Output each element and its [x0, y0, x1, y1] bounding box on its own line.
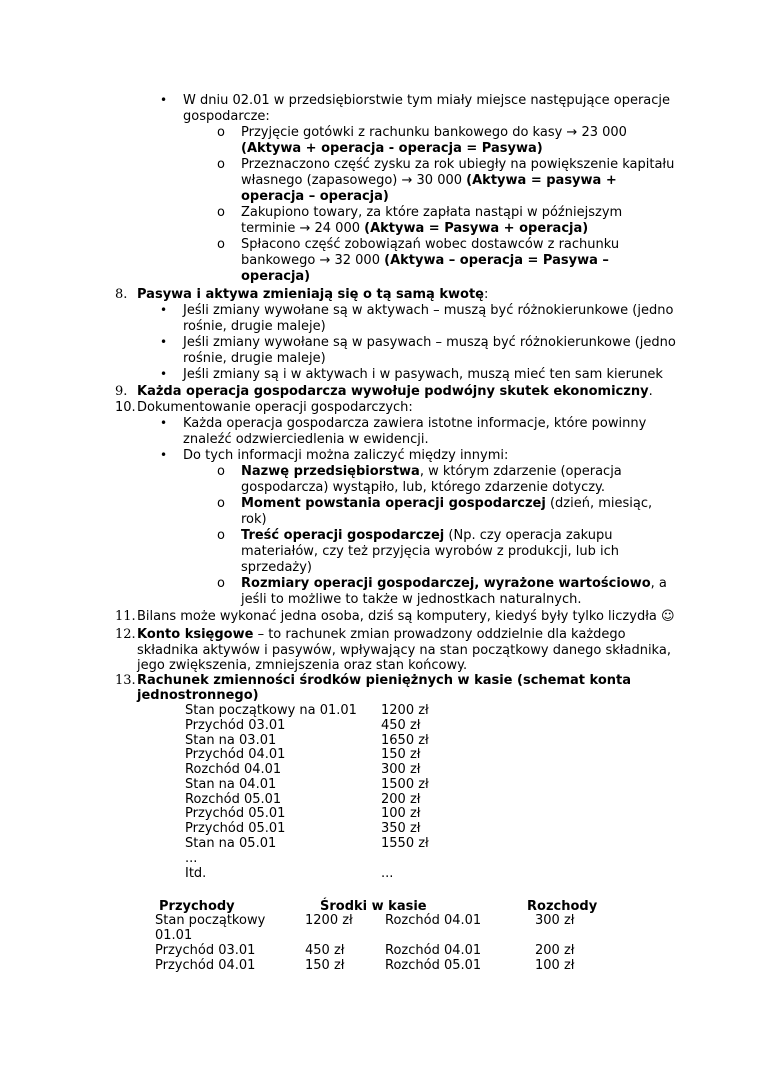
section-12-line-1: Konto księgowe – to rachunek zmian prowadzony oddzielnie dla każdego: [137, 627, 626, 642]
sub-bullet: o: [217, 528, 225, 543]
ledger-label: Rozchód 04.01: [185, 762, 282, 777]
s8-bullet-2-line-2: rośnie, drugie maleje): [183, 351, 326, 366]
s10-sub-3-line-2: materiałów, czy też przyjęcia wyrobów z produkcji, lub ich: [241, 544, 620, 559]
op-4-line-2: bankowego → 32 000 (Aktywa – operacja = Pasywa –: [241, 253, 609, 268]
op-4-line-3: operacja): [241, 269, 311, 284]
s8-bullet-1-line-2: rośnie, drugie maleje): [183, 319, 326, 334]
account-in-value: 150 zł: [305, 958, 345, 973]
bullet: •: [160, 367, 168, 381]
op-1-line-1: Przyjęcie gotówki z rachunku bankowego do kasy → 23 000: [241, 125, 627, 140]
bullet: •: [160, 416, 168, 430]
item-number-11: 11.: [115, 609, 136, 624]
ledger-label: Stan na 04.01: [185, 777, 277, 792]
sub-bullet: o: [217, 576, 225, 591]
item-number-13: 13.: [115, 673, 136, 688]
account-in-label: Stan początkowy: [155, 913, 266, 928]
account-out-value: 300 zł: [535, 913, 575, 928]
smiley-icon: ☺: [661, 609, 675, 624]
ledger-label: Rozchód 05.01: [185, 792, 282, 807]
ledger-value: 200 zł: [381, 792, 421, 807]
section-10-heading: Dokumentowanie operacji gospodarczych:: [137, 400, 413, 415]
sub-bullet: o: [217, 237, 225, 252]
item-number-8: 8.: [115, 287, 128, 302]
bullet: •: [160, 303, 168, 317]
account-in-label: Przychód 04.01: [155, 958, 256, 973]
op-3-line-1: Zakupiono towary, za które zapłata nastąpi w późniejszym: [241, 205, 623, 220]
ledger-value: 300 zł: [381, 762, 421, 777]
ledger-label: Przychód 05.01: [185, 821, 286, 836]
bullet: •: [160, 335, 168, 349]
section-8-heading: Pasywa i aktywa zmieniają się o tą samą kwotę:: [137, 287, 489, 302]
section-11-text: Bilans może wykonać jedna osoba, dziś są komputery, kiedyś były tylko liczydła ☺: [137, 609, 675, 624]
ledger-label: Itd.: [185, 866, 207, 881]
account-in-label-cont: 01.01: [155, 928, 193, 943]
s10-sub-1-line-2: gospodarcza) wystąpiło, lub, którego zdarzenie dotyczy.: [241, 480, 606, 495]
s8-bullet-1-line-1: Jeśli zmiany wywołane są w aktywach – muszą być różnokierunkowe (jedno: [183, 303, 674, 318]
ledger-value: 150 zł: [381, 747, 421, 762]
sub-bullet: o: [217, 496, 225, 511]
section-13-line-1: Rachunek zmienności środków pieniężnych w kasie (schemat konta: [137, 673, 632, 688]
item-number-12: 12.: [115, 627, 136, 642]
arrow-icon: →: [319, 253, 331, 268]
s10-sub-2-line-2: rok): [241, 512, 267, 527]
ledger-value: 450 zł: [381, 718, 421, 733]
bullet: •: [160, 93, 168, 107]
op-2-line-1: Przeznaczono część zysku za rok ubiegły na powiększenie kapitału: [241, 157, 675, 172]
ledger-label: Stan na 05.01: [185, 836, 277, 851]
account-out-value: 200 zł: [535, 943, 575, 958]
s8-bullet-3-line-1: Jeśli zmiany są i w aktywach i w pasywach, muszą mieć ten sam kierunek: [183, 367, 663, 382]
ledger-value: 350 zł: [381, 821, 421, 836]
ledger-label: ...: [185, 851, 198, 866]
header-srodki: Środki w kasie: [320, 899, 427, 914]
ledger-label: Przychód 05.01: [185, 806, 286, 821]
op-2-line-3: operacja – operacja): [241, 189, 389, 204]
section-12-line-3: jego zwiększenia, zmniejszenia oraz stan końcowy.: [137, 658, 468, 673]
section-9-heading: Każda operacja gospodarcza wywołuje podwójny skutek ekonomiczny.: [137, 384, 653, 399]
s8-bullet-2-line-1: Jeśli zmiany wywołane są w pasywach – muszą być różnokierunkowe (jedno: [183, 335, 676, 350]
account-out-label: Rozchód 04.01: [385, 943, 482, 958]
op-4-line-1: Spłacono część zobowiązań wobec dostawców z rachunku: [241, 237, 620, 252]
op-1-line-2: (Aktywa + operacja - operacja = Pasywa): [241, 141, 543, 156]
s10-sub-1-line-1: Nazwę przedsiębiorstwa, w którym zdarzenie (operacja: [241, 464, 622, 479]
ledger-label: Przychód 03.01: [185, 718, 286, 733]
section-12-line-2: składnika aktywów i pasywów, wpływający na stan początkowy danego składnika,: [137, 643, 671, 658]
op-2-line-2: własnego (zapasowego) → 30 000 (Aktywa = pasywa +: [241, 173, 617, 188]
arrow-icon: →: [566, 125, 578, 140]
account-out-label: Rozchód 04.01: [385, 913, 482, 928]
section-13-line-2: jednostronnego): [137, 688, 259, 703]
item-number-10: 10.: [115, 400, 136, 415]
item-number-9: 9.: [115, 384, 128, 399]
s10-sub-3-line-3: sprzedaży): [241, 560, 312, 575]
arrow-icon: →: [299, 221, 311, 236]
arrow-icon: →: [401, 173, 413, 188]
ledger-value: 1550 zł: [381, 836, 429, 851]
ledger-value: 1200 zł: [381, 703, 429, 718]
ledger-label: Stan początkowy na 01.01: [185, 703, 357, 718]
op-3-line-2: terminie → 24 000 (Aktywa = Pasywa + operacja): [241, 221, 589, 236]
bullet: •: [160, 448, 168, 462]
sub-bullet: o: [217, 157, 225, 172]
sub-bullet: o: [217, 125, 225, 140]
s10-sub-4-line-1: Rozmiary operacji gospodarczej, wyrażone wartościowo, a: [241, 576, 667, 591]
ledger-value: 1650 zł: [381, 733, 429, 748]
account-in-value: 450 zł: [305, 943, 345, 958]
sub-bullet: o: [217, 464, 225, 479]
header-rozchody: Rozchody: [527, 899, 598, 914]
account-out-label: Rozchód 05.01: [385, 958, 482, 973]
account-in-value: 1200 zł: [305, 913, 353, 928]
s10-bullet-2-line-1: Do tych informacji można zaliczyć między innymi:: [183, 448, 509, 463]
ledger-label: Stan na 03.01: [185, 733, 277, 748]
intro-line-2: gospodarcze:: [183, 109, 270, 124]
s10-sub-2-line-1: Moment powstania operacji gospodarczej (dzień, miesiąc,: [241, 496, 653, 511]
ledger-value: 100 zł: [381, 806, 421, 821]
intro-line-1: W dniu 02.01 w przedsiębiorstwie tym miały miejsce następujące operacje: [183, 93, 671, 108]
s10-bullet-1-line-1: Każda operacja gospodarcza zawiera istotne informacje, które powinny: [183, 416, 647, 431]
s10-sub-3-line-1: Treść operacji gospodarczej (Np. czy operacja zakupu: [241, 528, 613, 543]
header-przychody: Przychody: [159, 899, 235, 914]
account-in-label: Przychód 03.01: [155, 943, 256, 958]
account-out-value: 100 zł: [535, 958, 575, 973]
s10-bullet-1-line-2: znaleźć odzwierciedlenia w ewidencji.: [183, 432, 429, 447]
sub-bullet: o: [217, 205, 225, 220]
ledger-label: Przychód 04.01: [185, 747, 286, 762]
ledger-value: 1500 zł: [381, 777, 429, 792]
s10-sub-4-line-2: jeśli to możliwe to także w jednostkach naturalnych.: [241, 592, 582, 607]
ledger-value: ...: [381, 866, 394, 881]
